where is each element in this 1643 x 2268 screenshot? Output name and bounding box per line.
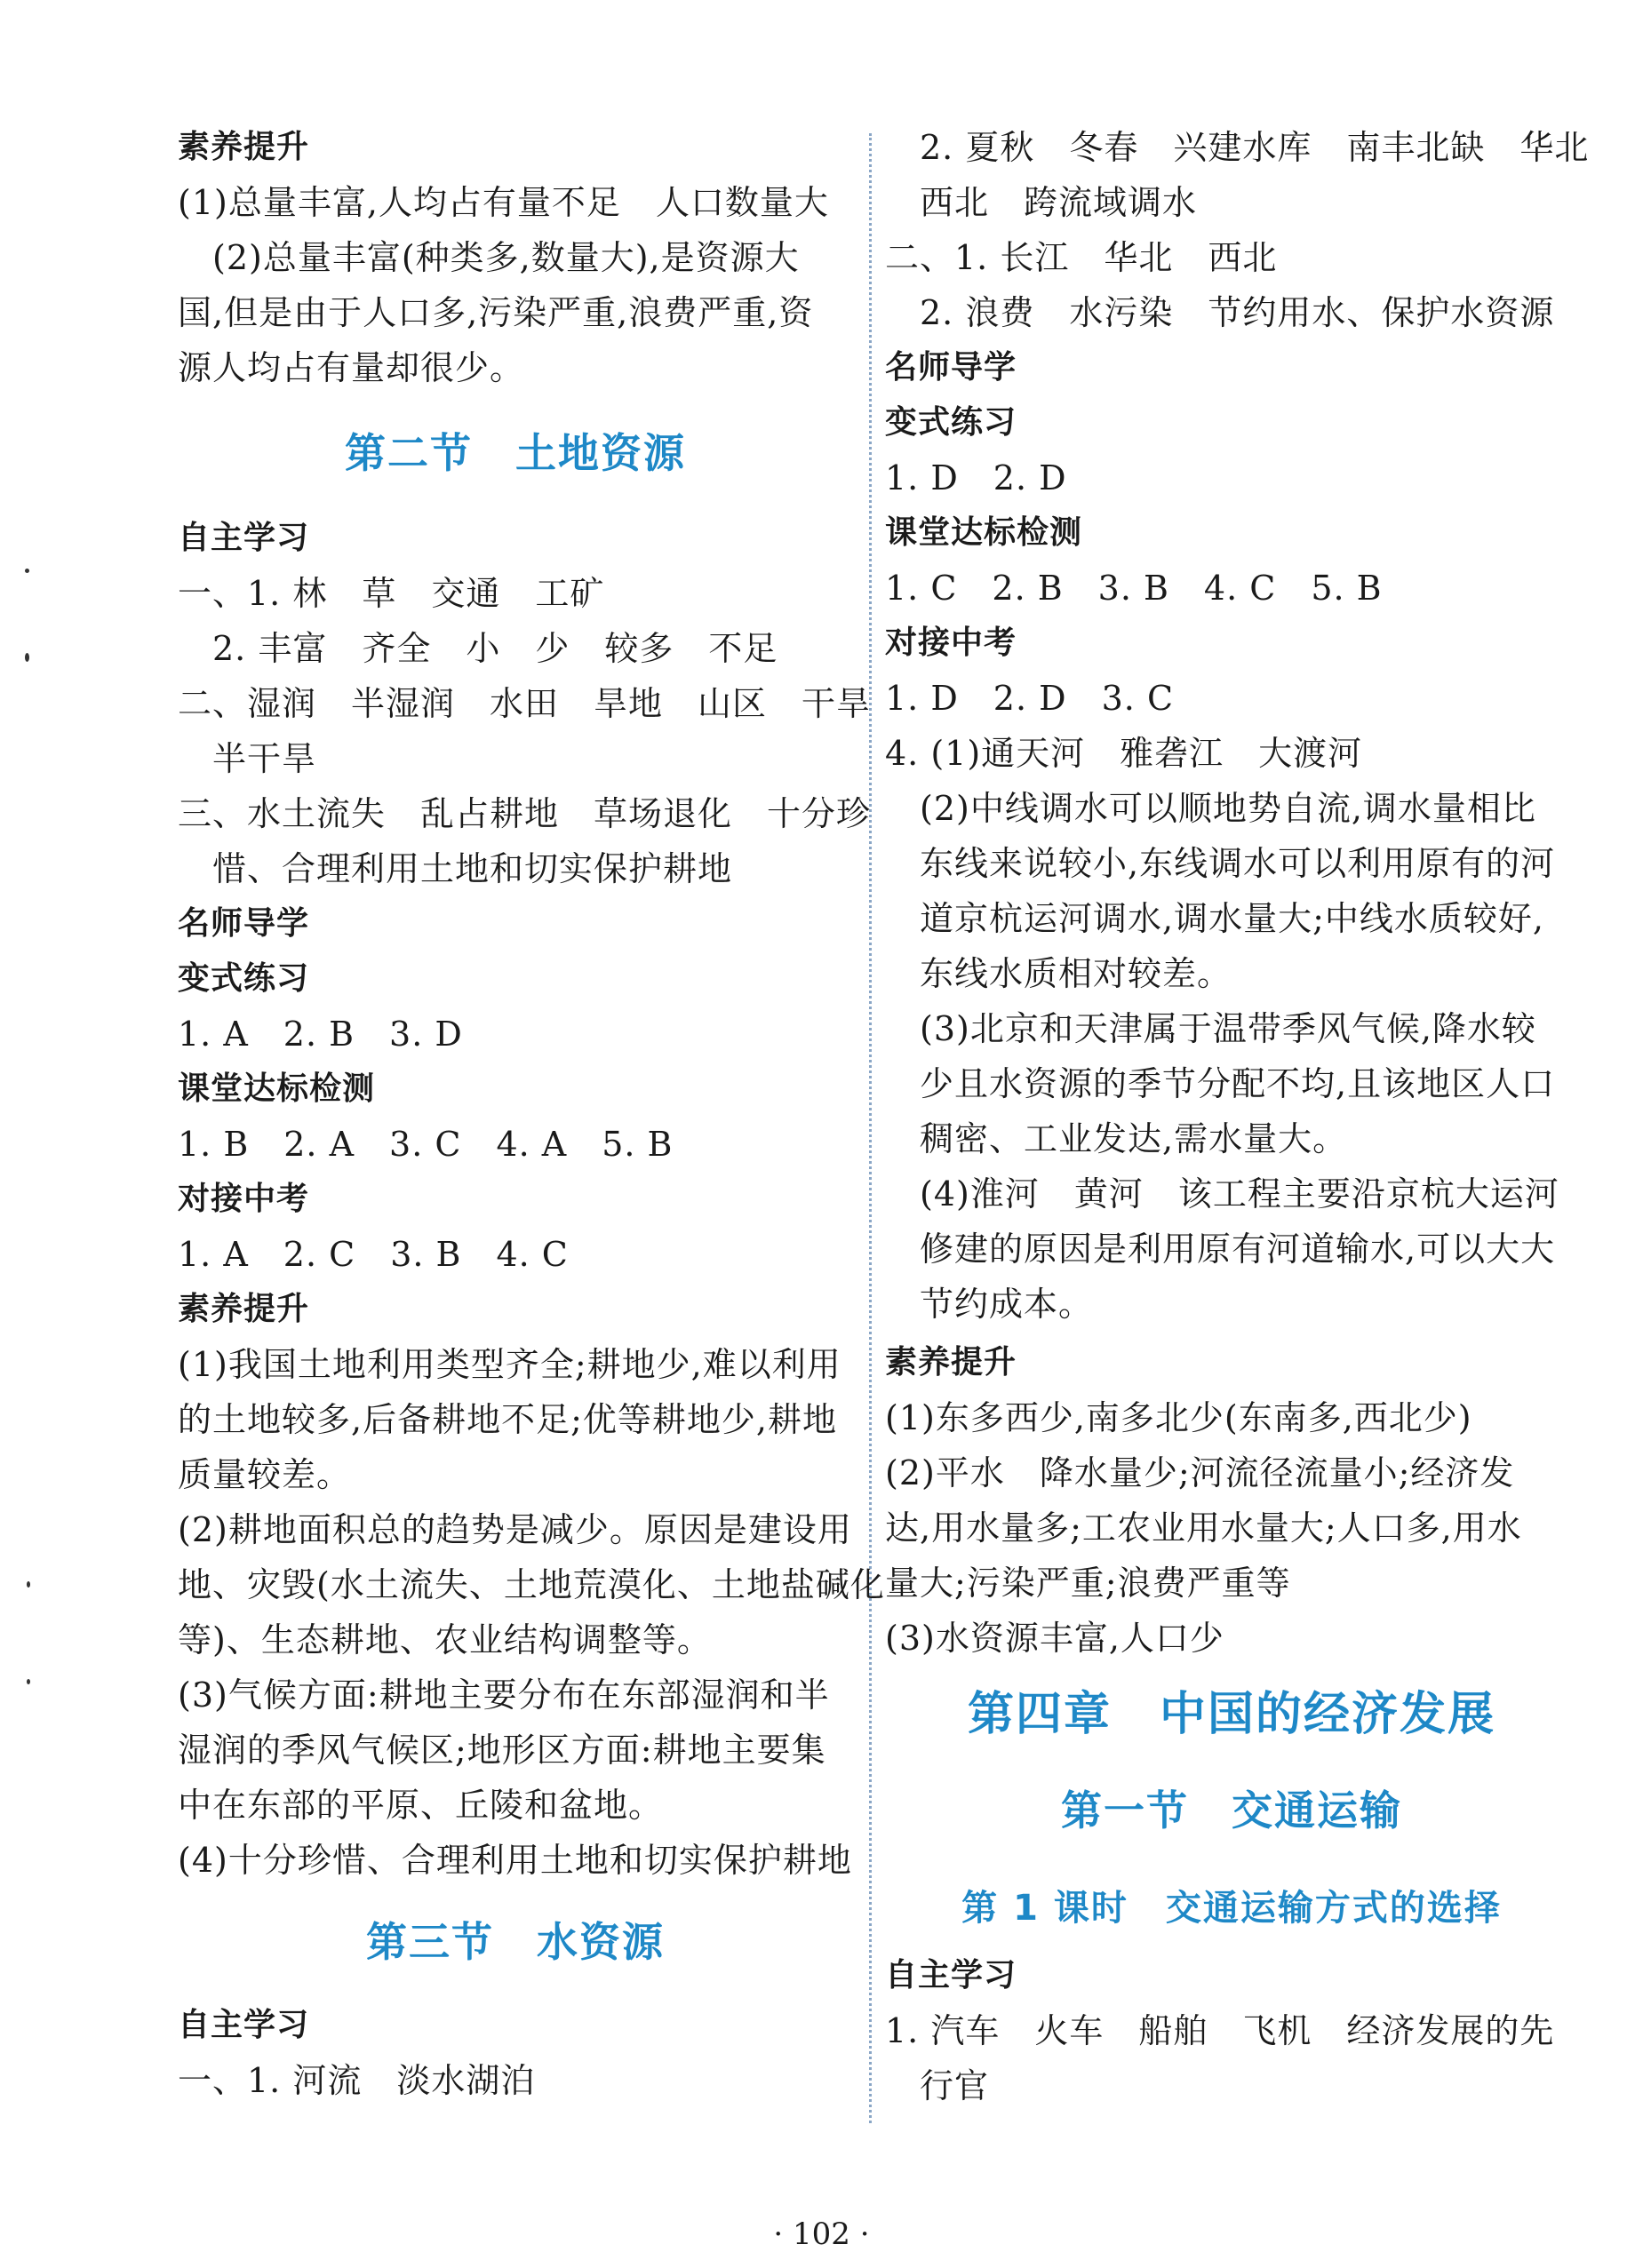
text-line: (4)淮河 黄河 该工程主要沿京杭大运河 bbox=[885, 1174, 1559, 1214]
text-line: 少且水资源的季节分配不均,且该地区人口 bbox=[885, 1064, 1556, 1103]
subheading: 对接中考 bbox=[885, 625, 1017, 661]
column-divider bbox=[869, 133, 872, 2123]
text-line: 1. 汽车 火车 船舶 飞机 经济发展的先 bbox=[885, 2011, 1555, 2050]
subheading: 变式练习 bbox=[885, 404, 1017, 441]
text-line: 4. (1)通天河 雅砻江 大渡河 bbox=[885, 734, 1363, 773]
text-line: (1)东多西少,南多北少(东南多,西北少) bbox=[885, 1398, 1472, 1437]
chapter-heading: 第四章 中国的经济发展 bbox=[967, 1688, 1495, 1741]
text-line: 半干旱 bbox=[178, 739, 317, 778]
section-heading: 第一节 交通运输 bbox=[1061, 1787, 1402, 1834]
text-line: 修建的原因是利用原有河道输水,可以大大 bbox=[885, 1229, 1556, 1269]
subheading: 课堂达标检测 bbox=[178, 1070, 376, 1107]
text-line: 量大;污染严重;浪费严重等 bbox=[885, 1564, 1291, 1603]
text-line: 行官 bbox=[885, 2066, 990, 2105]
subheading: 自主学习 bbox=[178, 520, 310, 556]
text-line: (1)我国土地利用类型齐全;耕地少,难以利用 bbox=[178, 1345, 841, 1384]
text-line: (3)水资源丰富,人口少 bbox=[885, 1619, 1224, 1658]
subheading: 素养提升 bbox=[178, 129, 310, 165]
text-line: (3)北京和天津属于温带季风气候,降水较 bbox=[885, 1009, 1536, 1048]
text-line: 源人均占有量却很少。 bbox=[178, 348, 525, 387]
text-line: 道京杭运河调水,调水量大;中线水质较好, bbox=[885, 899, 1544, 938]
subheading: 课堂达标检测 bbox=[885, 514, 1083, 551]
text-line: 中在东部的平原、丘陵和盆地。 bbox=[178, 1786, 664, 1825]
subheading: 变式练习 bbox=[178, 960, 310, 997]
answer-line: 1. D 2. D bbox=[885, 458, 1067, 497]
text-line: 地、灾毁(水土流失、土地荒漠化、土地盐碱化 bbox=[178, 1565, 885, 1604]
answer-line: 1. D 2. D 3. C bbox=[885, 679, 1175, 718]
text-line: 一、1. 河流 淡水湖泊 bbox=[178, 2061, 536, 2100]
subheading: 素养提升 bbox=[178, 1291, 310, 1327]
lesson-heading: 第 1 课时 交通运输方式的选择 bbox=[961, 1888, 1502, 1929]
text-line: 等)、生态耕地、农业结构调整等。 bbox=[178, 1620, 712, 1659]
answer-line: 1. B 2. A 3. C 4. A 5. B bbox=[178, 1125, 674, 1164]
subheading: 对接中考 bbox=[178, 1181, 310, 1217]
text-line: 质量较差。 bbox=[178, 1455, 352, 1494]
text-line: 二、1. 长江 华北 西北 bbox=[885, 238, 1278, 277]
text-line: (1)总量丰富,人均占有量不足 人口数量大 bbox=[178, 183, 829, 222]
scan-speck bbox=[27, 1581, 30, 1588]
section-heading: 第二节 土地资源 bbox=[345, 429, 686, 477]
text-line: 三、水土流失 乱占耕地 草场退化 十分珍 bbox=[178, 794, 872, 833]
text-line: 一、1. 林 草 交通 工矿 bbox=[178, 574, 605, 613]
text-line: (2)耕地面积总的趋势是减少。原因是建设用 bbox=[178, 1510, 852, 1549]
scan-speck bbox=[25, 653, 29, 662]
text-line: (4)十分珍惜、合理利用土地和切实保护耕地 bbox=[178, 1841, 852, 1880]
answer-line: 1. C 2. B 3. B 4. C 5. B bbox=[885, 569, 1383, 608]
text-line: 稠密、工业发达,需水量大。 bbox=[885, 1119, 1348, 1158]
text-line: 2. 浪费 水污染 节约用水、保护水资源 bbox=[885, 293, 1555, 332]
section-heading: 第三节 水资源 bbox=[366, 1918, 665, 1966]
scan-speck bbox=[27, 1679, 30, 1684]
text-line: 2. 丰富 齐全 小 少 较多 不足 bbox=[178, 629, 778, 668]
text-line: 湿润的季风气候区;地形区方面:耕地主要集 bbox=[178, 1731, 826, 1770]
text-line: (2)总量丰富(种类多,数量大),是资源大 bbox=[178, 238, 800, 277]
subheading: 自主学习 bbox=[885, 1957, 1017, 1993]
text-line: 东线水质相对较差。 bbox=[885, 954, 1232, 993]
text-line: 节约成本。 bbox=[885, 1285, 1094, 1324]
text-line: 二、湿润 半湿润 水田 旱地 山区 干旱 bbox=[178, 684, 872, 723]
scan-speck bbox=[25, 569, 29, 573]
subheading: 素养提升 bbox=[885, 1344, 1017, 1381]
subheading: 名师导学 bbox=[885, 349, 1017, 386]
text-line: 2. 夏秋 冬春 兴建水库 南丰北缺 华北 bbox=[885, 128, 1590, 167]
text-line: 西北 跨流域调水 bbox=[885, 183, 1198, 222]
text-line: (2)中线调水可以顺地势自流,调水量相比 bbox=[885, 789, 1536, 828]
text-line: 国,但是由于人口多,污染严重,浪费严重,资 bbox=[178, 293, 814, 332]
answer-line: 1. A 2. C 3. B 4. C bbox=[178, 1235, 569, 1274]
subheading: 名师导学 bbox=[178, 905, 310, 942]
text-line: 的土地较多,后备耕地不足;优等耕地少,耕地 bbox=[178, 1400, 837, 1439]
page-number: · 102 · bbox=[773, 2216, 870, 2252]
text-line: 惜、合理利用土地和切实保护耕地 bbox=[178, 849, 733, 888]
subheading: 自主学习 bbox=[178, 2007, 310, 2043]
text-line: (3)气候方面:耕地主要分布在东部湿润和半 bbox=[178, 1675, 830, 1715]
text-line: 东线来说较小,东线调水可以利用原有的河 bbox=[885, 844, 1556, 883]
text-line: (2)平水 降水量少;河流径流量小;经济发 bbox=[885, 1453, 1515, 1492]
answer-line: 1. A 2. B 3. D bbox=[178, 1015, 463, 1054]
text-line: 达,用水量多;工农业用水量大;人口多,用水 bbox=[885, 1508, 1522, 1548]
